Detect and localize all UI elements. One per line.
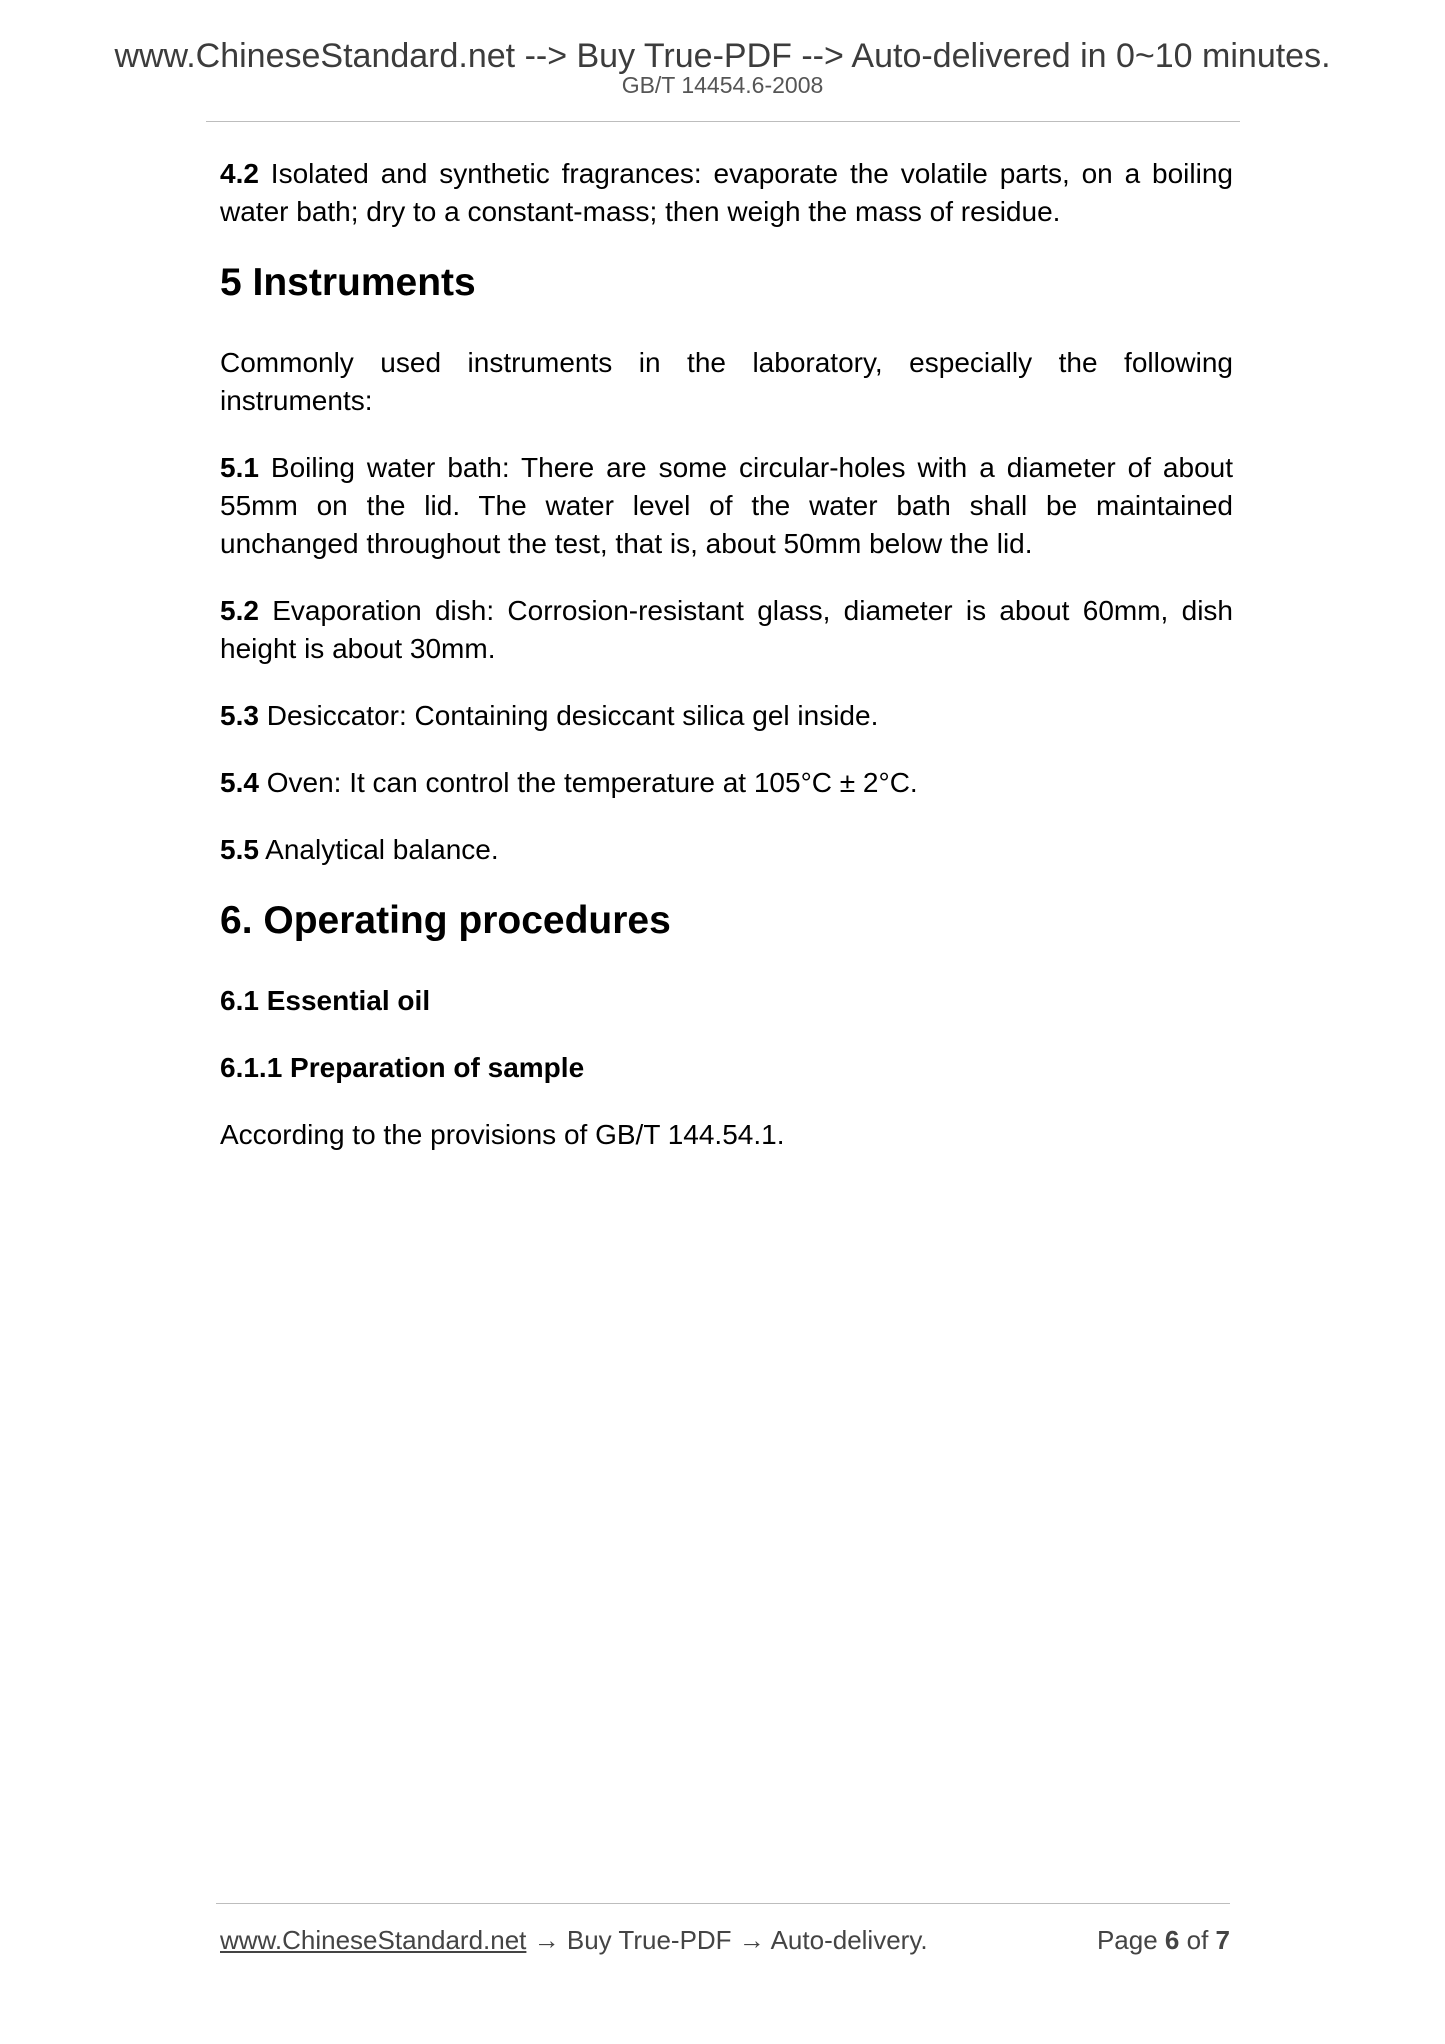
- paragraph-5-4: [220, 764, 1233, 802]
- of-label: of: [1179, 1925, 1216, 1955]
- header-divider: [206, 121, 1240, 122]
- footer-promo: [220, 1923, 928, 1957]
- clause-text: Boiling water bath: There are some circular-holes with a diameter of about 55mm on the lid. The water level of the water bath shall be maintained unchanged throughout the test, that is, about 50mm below the lid.: [220, 452, 1233, 559]
- heading-preparation-of-sample: 6.1.1 Preparation of sample: [220, 1052, 585, 1083]
- total-pages-number: 7: [1215, 1925, 1230, 1955]
- current-page-number: 6: [1164, 1925, 1180, 1955]
- footer-buy-text: Buy True-PDF: [566, 1925, 732, 1955]
- clause-number: 5.1: [220, 452, 259, 483]
- paragraph-instruments-intro: Commonly used instruments in the laboratory, especially the following instruments:: [220, 347, 1233, 416]
- clause-text: Desiccator: Containing desiccant silica gel inside.: [258, 700, 879, 731]
- clause-text: Evaporation dish: Corrosion-resistant glass, diameter is about 60mm, dish height is about 30mm.: [220, 595, 1233, 664]
- clause-number: 5.2: [220, 595, 259, 626]
- clause-number: 5.4: [220, 767, 259, 798]
- paragraph-5-1: [220, 449, 1233, 563]
- footer-auto-text: Auto-delivery.: [770, 1925, 928, 1955]
- heading-essential-oil: 6.1 Essential oil: [220, 985, 431, 1016]
- paragraph-5-2: [220, 592, 1233, 668]
- page-label: Page: [1096, 1925, 1165, 1955]
- footer-divider: [216, 1903, 1230, 1904]
- paragraph-5-3: [220, 697, 1233, 735]
- top-banner[interactable]: www.ChineseStandard.net --> Buy True-PDF --> Auto-delivered in 0~10 minutes.: [114, 37, 1331, 75]
- clause-number: 5.3: [220, 700, 259, 731]
- footer-site-link[interactable]: www.ChineseStandard.net: [220, 1925, 527, 1955]
- paragraph-4-2: [220, 155, 1233, 231]
- page-indicator: [1097, 1923, 1230, 1957]
- paragraph-5-5: [220, 831, 1233, 869]
- paragraph-6-1-1: According to the provisions of GB/T 144.54.1.: [220, 1119, 785, 1150]
- page-content: [220, 155, 1233, 1183]
- clause-number: 5.5: [220, 834, 259, 865]
- clause-text: Isolated and synthetic fragrances: evaporate the volatile parts, on a boiling water bath; dry to a constant-mass; then weigh the mass of residue.: [220, 158, 1233, 227]
- arrow-right-icon: →: [526, 1925, 567, 1955]
- document-code: GB/T 14454.6-2008: [621, 72, 824, 98]
- heading-operating-procedures: 6. Operating procedures: [220, 899, 671, 942]
- heading-instruments: 5 Instruments: [220, 261, 476, 304]
- clause-number: 4.2: [220, 158, 259, 189]
- clause-text: Oven: It can control the temperature at 105°C ± 2°C.: [258, 767, 918, 798]
- clause-text: Analytical balance.: [258, 834, 499, 865]
- arrow-right-icon: →: [731, 1925, 771, 1955]
